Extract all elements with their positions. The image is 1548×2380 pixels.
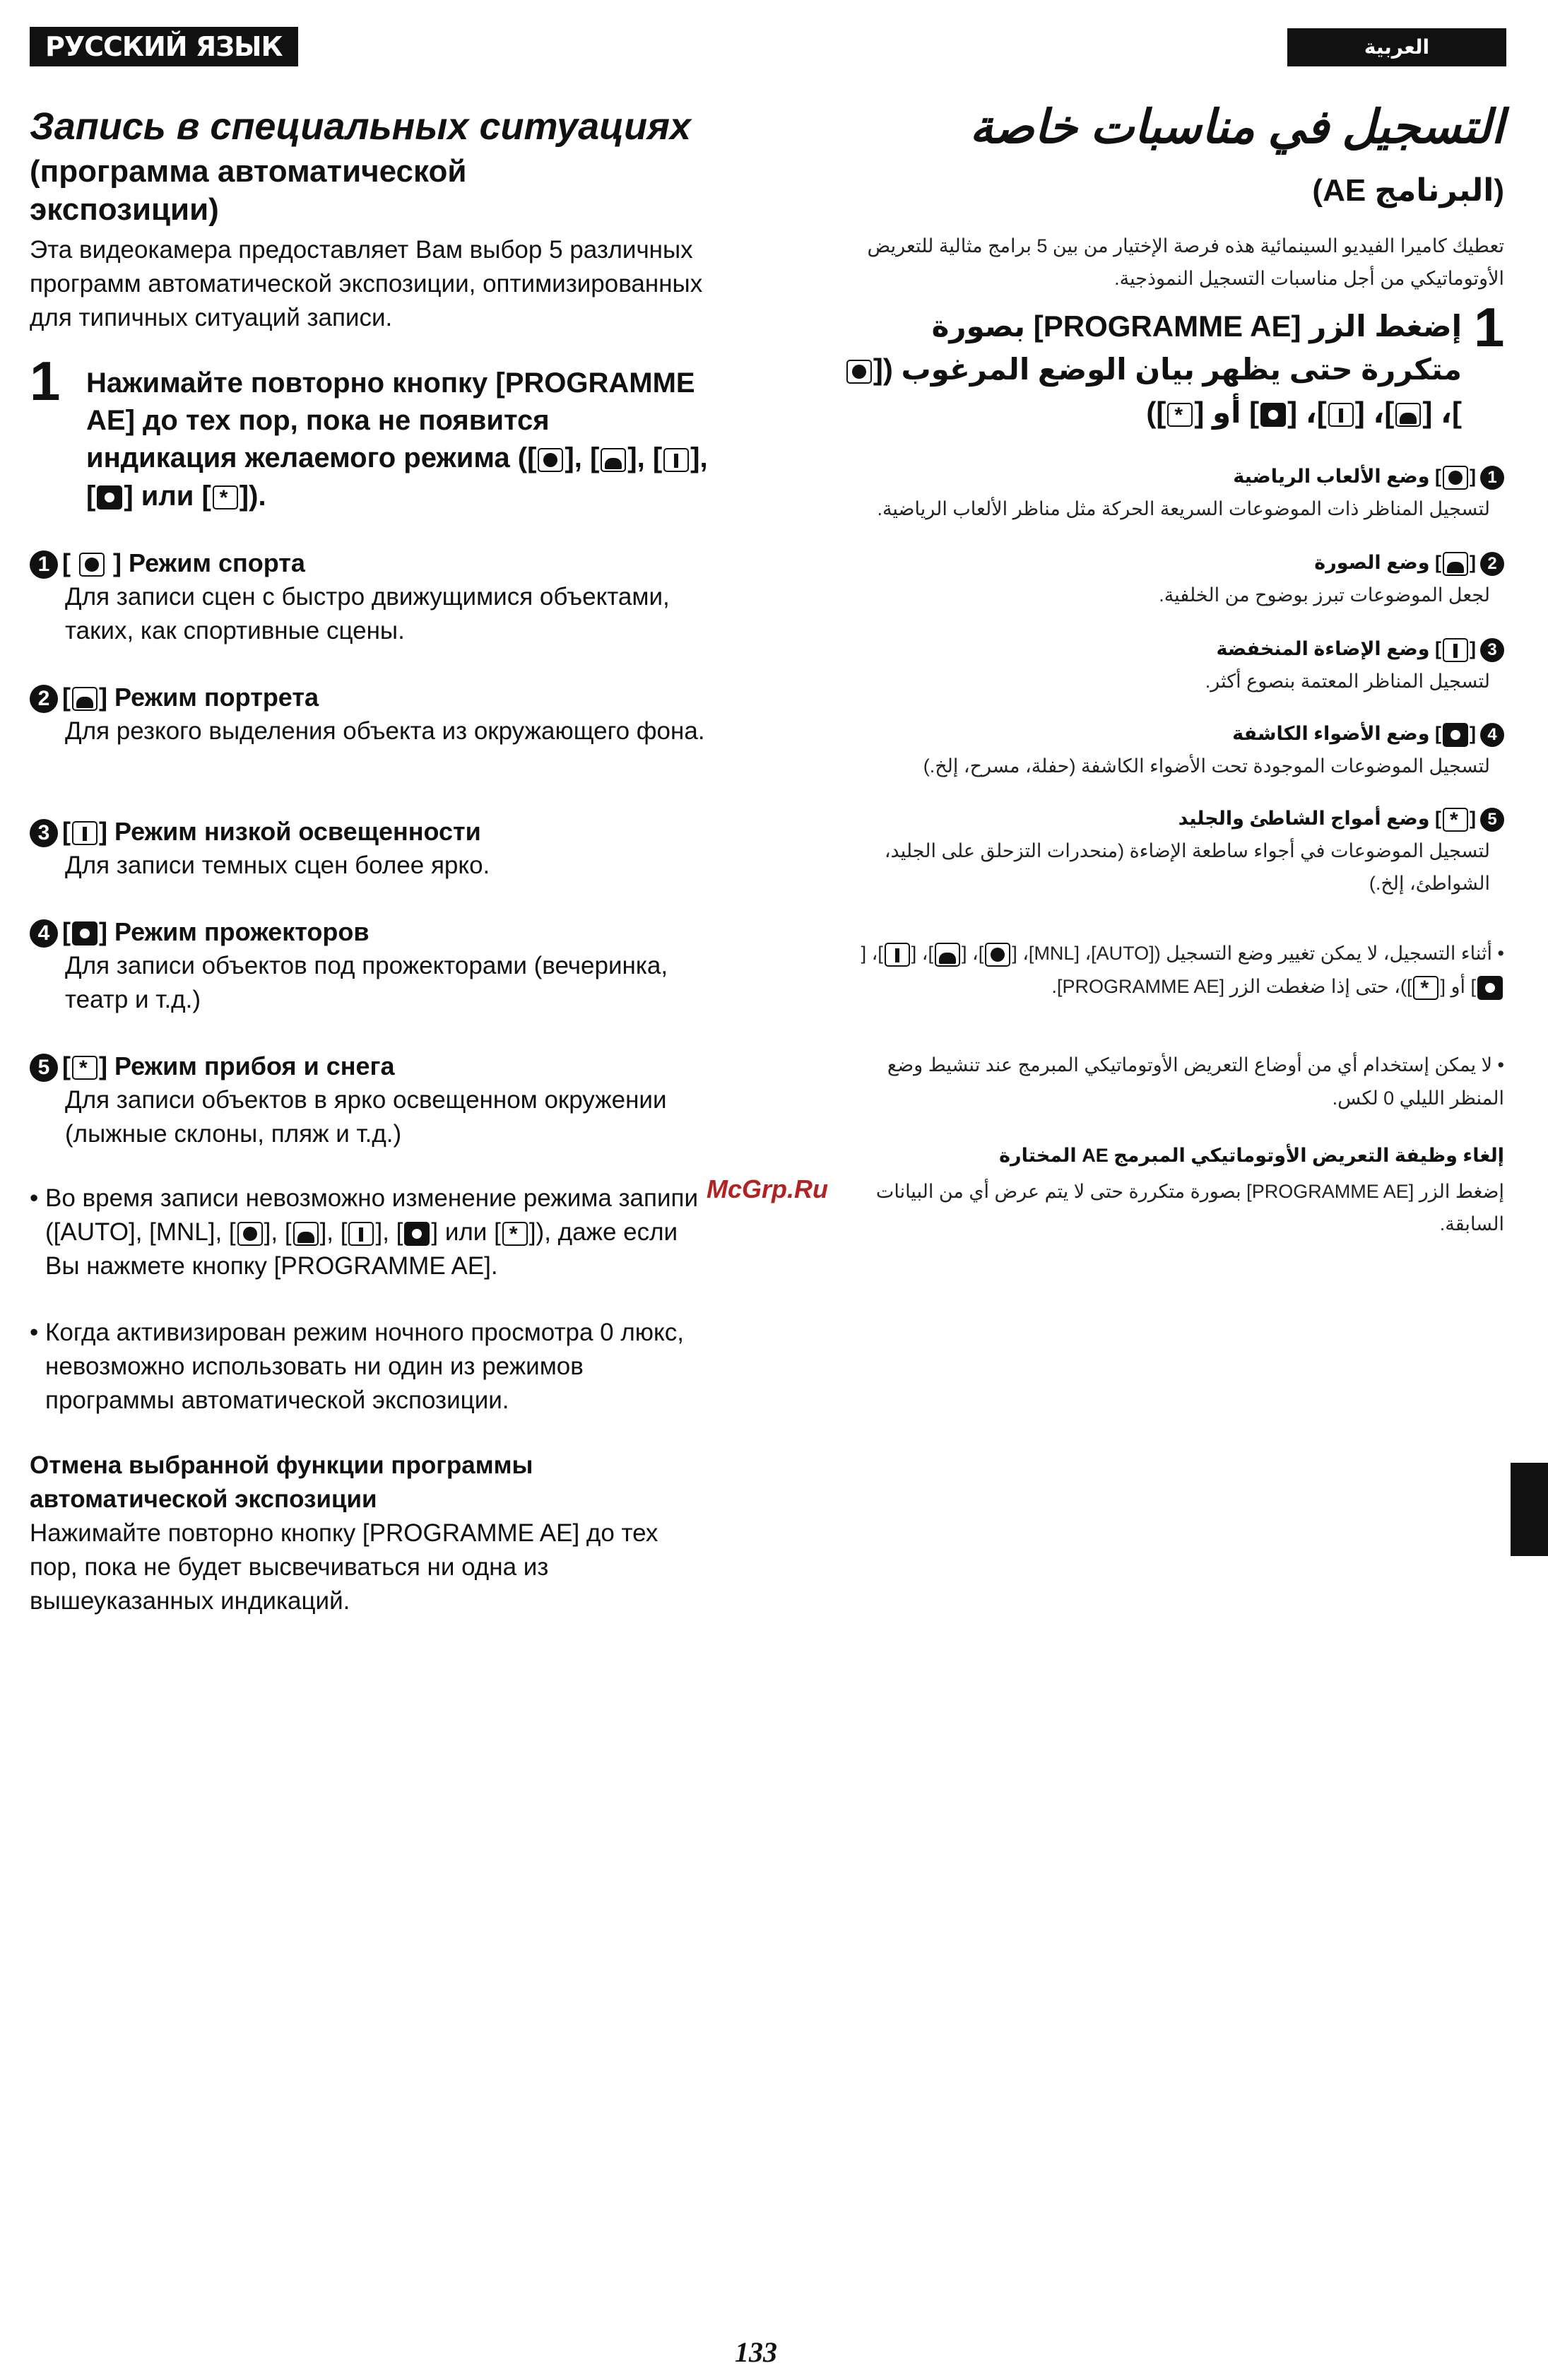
low-light-icon bbox=[1443, 638, 1468, 662]
mode-number-badge: 5 bbox=[30, 1054, 58, 1082]
ru-step-sep: ] или [ bbox=[124, 480, 211, 512]
spotlight-icon bbox=[404, 1222, 430, 1246]
ru-step-number: 1 bbox=[30, 350, 61, 412]
ru-mode-title: ] Режим прибоя и снега bbox=[99, 1051, 395, 1080]
low-light-icon bbox=[348, 1222, 374, 1246]
ar-mode-desc: لجعل الموضوعات تبرز بوضوح من الخلفية. bbox=[1159, 584, 1490, 606]
ru-note-sep: ], [ bbox=[319, 1218, 348, 1246]
ar-mode-title: ] وضع الأضواء الكاشفة bbox=[1232, 723, 1441, 744]
ru-mode-item: 4 [ ] Режим прожекторов Для записи объектов под прожекторами (вечеринка, театр и т.д.) bbox=[30, 914, 708, 1017]
ar-step-instruction bbox=[840, 305, 1462, 435]
ar-page-subtitle: (البرنامج AE) bbox=[1312, 173, 1504, 208]
ar-mode-item: 1[] وضع الألعاب الرياضية لتسجيل المناظر ذات الموضوعات السريعة الحركة مثل مناظر الألعاب الرياضية. bbox=[847, 461, 1504, 526]
ar-mode-title: ] وضع الألعاب الرياضية bbox=[1233, 466, 1441, 487]
sports-icon bbox=[1443, 466, 1468, 490]
mode-number-badge: 3 bbox=[1480, 638, 1504, 662]
ru-mode-item: 1 [ ] Режим спорта Для записи сцен с быстро движущимися объектами, таких, как спортивные сцены. bbox=[30, 546, 708, 648]
language-tab-russian: РУССКИЙ ЯЗЫК bbox=[30, 27, 298, 66]
ar-mode-item: 5[*] وضع أمواج الشاطئ والجليد لتسجيل الموضوعات في أجواء ساطعة الإضاءة (منحدرات التزحلق على الجليد، الشواطئ، إلخ.) bbox=[847, 803, 1504, 900]
mode-number-badge: 1 bbox=[30, 550, 58, 579]
ar-step-sep: ]، [ bbox=[1287, 395, 1327, 429]
sports-icon bbox=[538, 448, 563, 472]
ru-note-bullet: • Когда активизирован режим ночного просмотра 0 люкс, невозможно использовать ни один из режимов программы автоматической экспозиции. bbox=[30, 1316, 701, 1418]
ru-mode-desc: Для записи темных сцен более ярко. bbox=[65, 852, 490, 880]
surf-snow-icon bbox=[1443, 808, 1468, 832]
ar-step-sep: ]) bbox=[1146, 395, 1166, 429]
ru-step-instruction bbox=[86, 365, 708, 515]
portrait-icon bbox=[72, 687, 98, 711]
ru-note-text: Когда активизирован режим ночного просмотра 0 люкс, невозможно использовать ни один из режимов программы автоматической экспозиции. bbox=[45, 1319, 684, 1414]
portrait-icon bbox=[935, 943, 960, 967]
ru-mode-desc: Для записи объектов в ярко освещенном окружении (лыжные склоны, пляж и т.д.) bbox=[65, 1086, 667, 1148]
ar-mode-desc: لتسجيل المناظر المعتمة بنصوع أكثر. bbox=[1205, 670, 1490, 692]
ru-note-sep: ], [ bbox=[375, 1218, 403, 1246]
ru-mode-item: 5 [* ] Режим прибоя и снега Для записи объектов в ярко освещенном окружении (лыжные склоны, пляж и т.д.) bbox=[30, 1049, 708, 1151]
ar-mode-desc: لتسجيل الموضوعات في أجواء ساطعة الإضاءة (منحدرات التزحلق على الجليد، الشواطئ، إلخ.) bbox=[884, 840, 1490, 894]
spotlight-icon bbox=[1260, 403, 1286, 427]
ar-mode-desc: لتسجيل المناظر ذات الموضوعات السريعة الحركة مثل مناظر الألعاب الرياضية. bbox=[877, 497, 1490, 519]
ru-mode-desc: Для резкого выделения объекта из окружающего фона. bbox=[65, 717, 705, 746]
mode-number-badge: 2 bbox=[1480, 552, 1504, 576]
surf-snow-icon bbox=[1413, 976, 1438, 1000]
sports-icon bbox=[237, 1222, 263, 1246]
ar-step-sep: ] أو [ bbox=[1194, 395, 1260, 429]
ar-step-sep: ]، [ bbox=[1354, 395, 1395, 429]
ar-mode-item: 3[] وضع الإضاءة المنخفضة لتسجيل المناظر المعتمة بنصوع أكثر. bbox=[847, 633, 1504, 698]
side-thumb-tab bbox=[1511, 1463, 1548, 1556]
portrait-icon bbox=[1443, 552, 1468, 576]
ru-step-text: Нажимайте повторно кнопку [PROGRAMME AE] до тех пор, пока не появится индикация желаемого режима ([ bbox=[86, 367, 695, 474]
watermark: McGrp.Ru bbox=[707, 1174, 829, 1203]
ar-note-text: أثناء التسجيل، لا يمكن تغيير وضع التسجيل ([AUTO]، [MNL]، [ bbox=[1012, 943, 1493, 964]
mode-number-badge: 3 bbox=[30, 819, 58, 847]
ru-intro: Эта видеокамера предоставляет Вам выбор 5 различных программ автоматической экспозиции, оптимизированных для типичных ситуаций записи. bbox=[30, 236, 703, 331]
surf-snow-icon bbox=[213, 485, 238, 509]
ar-mode-title: ] وضع الإضاءة المنخفضة bbox=[1216, 638, 1441, 659]
ru-step-sep: ], [ bbox=[627, 442, 663, 474]
ru-note-sep: ], [ bbox=[264, 1218, 292, 1246]
ar-mode-item: 4[] وضع الأضواء الكاشفة لتسجيل الموضوعات الموجودة تحت الأضواء الكاشفة (حفلة، مسرح، إلخ.) bbox=[847, 718, 1504, 783]
ar-note-sep: ] أو [ bbox=[1440, 976, 1476, 998]
spotlight-icon bbox=[1477, 976, 1503, 1000]
ar-note-text: لا يمكن إستخدام أي من أوضاع التعريض الأوتوماتيكي المبرمج عند تنشيط وضع المنظر الليلي 0 لكس. bbox=[887, 1054, 1504, 1109]
mode-number-badge: 2 bbox=[30, 685, 58, 713]
mode-number-badge: 4 bbox=[1480, 723, 1504, 747]
portrait-icon bbox=[293, 1222, 319, 1246]
sports-icon bbox=[79, 553, 105, 577]
sports-icon bbox=[846, 360, 872, 384]
ar-mode-item: 2[] وضع الصورة لجعل الموضوعات تبرز بوضوح من الخلفية. bbox=[847, 547, 1504, 612]
portrait-icon bbox=[601, 448, 626, 472]
portrait-icon bbox=[1395, 403, 1421, 427]
low-light-icon bbox=[663, 448, 689, 472]
ar-step-number: 1 bbox=[1474, 296, 1505, 358]
page-number: 133 bbox=[735, 2336, 777, 2368]
ar-note-sep: ]، [ bbox=[911, 943, 933, 964]
language-tab-arabic: العربية bbox=[1287, 28, 1506, 66]
mode-number-badge: 5 bbox=[1480, 808, 1504, 832]
ar-mode-title: ] وضع الصورة bbox=[1314, 552, 1441, 573]
ru-note-sep: ] или [ bbox=[431, 1218, 501, 1246]
ru-cancel-text: Нажимайте повторно кнопку [PROGRAMME AE] до тех пор, пока не будет высвечиваться ни одна из вышеуказанных индикаций. bbox=[30, 1519, 658, 1615]
ru-page-subtitle: (программа автоматической экспозиции) bbox=[30, 154, 467, 227]
low-light-icon bbox=[1328, 403, 1354, 427]
ru-step-sep: ], [ bbox=[86, 442, 708, 512]
ru-mode-desc: Для записи сцен с быстро движущимися объектами, таких, как спортивные сцены. bbox=[65, 583, 670, 645]
low-light-icon bbox=[72, 821, 98, 845]
spotlight-icon bbox=[1443, 723, 1468, 747]
ar-note-bullet: • أثناء التسجيل، لا يمكن تغيير وضع التسجيل ([AUTO]، [MNL]، []، []، []، [] أو [*])، حتى إذا ضغطت الزر [PROGRAMME AE]. bbox=[847, 937, 1504, 1004]
surf-snow-icon bbox=[1167, 403, 1193, 427]
ru-note-sep: ]), даже если Вы нажмете кнопку [PROGRAMME AE]. bbox=[45, 1218, 678, 1280]
ar-step-sep: ]، [ bbox=[1422, 395, 1462, 429]
ru-mode-title: ] Режим низкой освещенности bbox=[99, 817, 481, 846]
ru-mode-desc: Для записи объектов под прожекторами (вечеринка, театр и т.д.) bbox=[65, 952, 668, 1014]
spotlight-icon bbox=[72, 921, 98, 945]
low-light-icon bbox=[885, 943, 910, 967]
ru-cancel-heading: Отмена выбранной функции программы автоматической экспозиции bbox=[30, 1451, 533, 1513]
surf-snow-icon bbox=[72, 1056, 98, 1080]
ru-mode-item: 3 [ ] Режим низкой освещенности Для записи темных сцен более ярко. bbox=[30, 814, 708, 883]
ar-note-sep: ]، [ bbox=[861, 943, 883, 964]
sports-icon bbox=[985, 943, 1010, 967]
ar-intro: تعطيك كاميرا الفيديو السينمائية هذه فرصة الإختيار من بين 5 برامج مثالية للتعريض الأوتوماتيكي من أجل مناسبات التسجيل النموذجية. bbox=[867, 235, 1504, 289]
mode-number-badge: 4 bbox=[30, 919, 58, 948]
ru-mode-item: 2 [ ] Режим портрета Для резкого выделения объекта из окружающего фона. bbox=[30, 680, 708, 748]
ru-mode-title: ] Режим спорта bbox=[113, 548, 305, 577]
ar-mode-desc: لتسجيل الموضوعات الموجودة تحت الأضواء الكاشفة (حفلة، مسرح، إلخ.) bbox=[923, 755, 1490, 777]
ar-page-title: التسجيل في مناسبات خاصة bbox=[969, 100, 1504, 153]
spotlight-icon bbox=[97, 485, 122, 509]
ar-note-bullet: • لا يمكن إستخدام أي من أوضاع التعريض الأوتوماتيكي المبرمج عند تنشيط وضع المنظر الليلي 0 لكس. bbox=[887, 1054, 1504, 1109]
ar-step-text: إضغط الزر [PROGRAMME AE] بصورة متكررة حتى يظهر بيان الوضع المرغوب ([ bbox=[873, 310, 1462, 386]
ar-cancel-heading: إلغاء وظيفة التعريض الأوتوماتيكي المبرمج AE المختارة bbox=[999, 1145, 1504, 1166]
ru-step-sep: ]). bbox=[239, 480, 266, 512]
ar-cancel-text: إضغط الزر [PROGRAMME AE] بصورة متكررة حتى لا يتم عرض أي من البيانات السابقة. bbox=[875, 1181, 1504, 1235]
ru-mode-title: ] Режим портрета bbox=[99, 683, 319, 712]
ru-step-sep: ], [ bbox=[565, 442, 600, 474]
mode-number-badge: 1 bbox=[1480, 466, 1504, 490]
ar-note-sep: ])، حتى إذا ضغطت الزر [PROGRAMME AE]. bbox=[1051, 976, 1412, 998]
ar-mode-title: ] وضع أمواج الشاطئ والجليد bbox=[1178, 808, 1441, 829]
ru-note-text: Во время записи невозможно изменение режима запипи ([AUTO], [MNL], [ bbox=[45, 1184, 699, 1246]
ru-mode-title: ] Режим прожекторов bbox=[99, 917, 370, 946]
ru-page-title: Запись в специальных ситуациях bbox=[30, 105, 691, 148]
ru-note-bullet: • Во время записи невозможно изменение режима запипи ([AUTO], [MNL], [ ], [ ], [ ], [ ] или [* ]), даже если Вы нажмете кнопку [PROGRAMME AE]. bbox=[30, 1182, 701, 1283]
surf-snow-icon bbox=[502, 1222, 528, 1246]
ar-note-sep: ]، [ bbox=[962, 943, 984, 964]
